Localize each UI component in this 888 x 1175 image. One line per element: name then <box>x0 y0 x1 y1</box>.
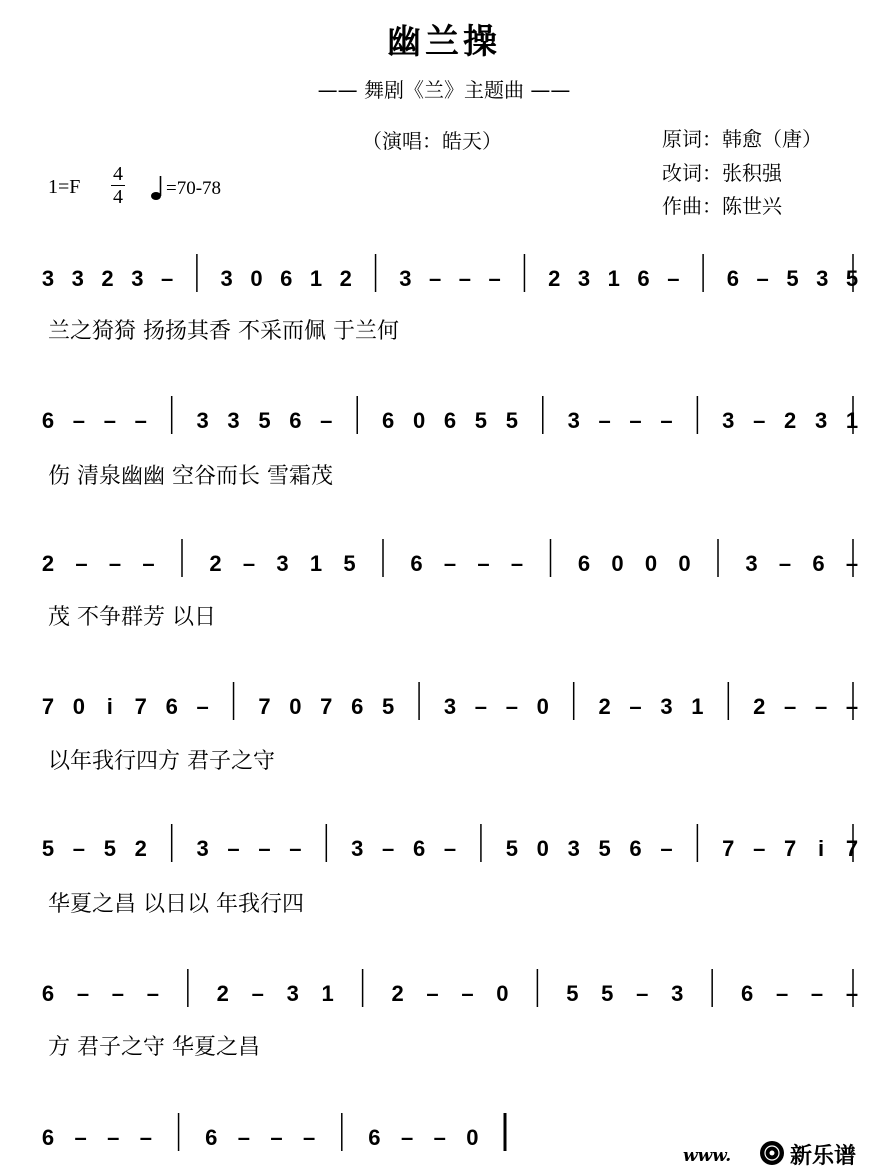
note: 6 <box>41 981 55 1006</box>
note: 6 <box>41 1125 55 1150</box>
composer-credit: 作曲：陈世兴 <box>662 194 782 218</box>
note: 2 <box>753 694 766 719</box>
note: 6 <box>205 1125 218 1150</box>
note: 0 <box>289 694 302 719</box>
lyric-line: 方 君子之守 华夏之昌 <box>48 1035 260 1060</box>
note: 3 <box>196 408 209 433</box>
note: – <box>443 836 457 861</box>
note: 5 <box>505 836 518 861</box>
note: – <box>72 408 86 433</box>
note: 3 <box>41 266 55 291</box>
note: – <box>753 836 766 861</box>
note: 6 <box>280 266 293 291</box>
note: i <box>106 694 113 719</box>
note: 2 <box>548 266 561 291</box>
note: 2 <box>339 266 352 291</box>
note: 0 <box>466 1125 479 1150</box>
note: – <box>72 836 86 861</box>
note: 6 <box>351 694 364 719</box>
note: 5 <box>566 981 579 1006</box>
note: 3 <box>577 266 591 291</box>
time-signature-bottom: 4 <box>113 186 123 208</box>
note: 5 <box>505 408 518 433</box>
note: i <box>818 836 825 861</box>
song-title: 幽兰操 <box>387 22 501 62</box>
note: 5 <box>601 981 614 1006</box>
note: 7 <box>258 694 271 719</box>
note: – <box>242 551 256 576</box>
note: – <box>303 1125 316 1150</box>
note: 0 <box>412 408 426 433</box>
watermark-url: www. <box>683 1146 732 1166</box>
note: 2 <box>41 551 55 576</box>
lyric-line: 茂 不争群芳 以日 <box>48 605 216 630</box>
note: – <box>400 1125 414 1150</box>
key-signature: 1=F <box>48 176 81 198</box>
song-subtitle: —— 舞剧《兰》主题曲 —— <box>317 78 571 102</box>
note: – <box>258 836 271 861</box>
note: – <box>289 836 302 861</box>
note: 6 <box>382 408 395 433</box>
note: – <box>814 694 828 719</box>
tempo-marking: =70-78 <box>166 178 222 199</box>
note: – <box>775 981 789 1006</box>
note: 3 <box>399 266 412 291</box>
note: – <box>629 694 642 719</box>
note: 0 <box>536 694 549 719</box>
note: – <box>505 694 518 719</box>
note: – <box>598 408 611 433</box>
note: 2 <box>216 981 229 1006</box>
note: – <box>443 551 457 576</box>
note: 3 <box>196 836 209 861</box>
note: 2 <box>134 836 147 861</box>
note: – <box>196 694 209 719</box>
note: – <box>667 266 680 291</box>
note: 1 <box>845 408 859 433</box>
note: 3 <box>722 408 735 433</box>
note: 2 <box>598 694 611 719</box>
note: – <box>474 694 488 719</box>
time-signature-top: 4 <box>113 163 123 185</box>
note: 6 <box>165 694 178 719</box>
note: 6 <box>629 836 642 861</box>
note: 0 <box>678 551 691 576</box>
note: 7 <box>845 836 859 861</box>
note: – <box>146 981 159 1006</box>
note: – <box>845 694 859 719</box>
note: 6 <box>443 408 457 433</box>
note: 3 <box>443 694 457 719</box>
note: 0 <box>496 981 509 1006</box>
note: 0 <box>250 266 263 291</box>
note: 3 <box>660 694 673 719</box>
note: 3 <box>276 551 289 576</box>
note: 7 <box>320 694 333 719</box>
note: 7 <box>41 694 55 719</box>
note: – <box>488 266 501 291</box>
note: – <box>160 266 174 291</box>
note: 3 <box>71 266 84 291</box>
note: 5 <box>382 694 395 719</box>
note: 2 <box>784 408 797 433</box>
note: 1 <box>607 266 620 291</box>
note: – <box>139 1125 153 1150</box>
lyric-line: 兰之猗猗 扬扬其香 不采而佩 于兰何 <box>48 319 399 344</box>
note: 6 <box>289 408 302 433</box>
note: – <box>103 408 116 433</box>
note: – <box>458 266 472 291</box>
note: – <box>107 1125 120 1150</box>
note: 3 <box>671 981 684 1006</box>
note: 5 <box>845 266 859 291</box>
note: – <box>778 551 792 576</box>
note: – <box>270 1125 283 1150</box>
adapter-credit: 改词：张积强 <box>662 161 782 185</box>
lyric-line: 华夏之昌 以日以 年我行四 <box>48 892 304 917</box>
record-logo-icon <box>759 1140 785 1166</box>
note: 6 <box>412 836 426 861</box>
note: – <box>660 408 673 433</box>
note: 6 <box>812 551 825 576</box>
note: 3 <box>227 408 240 433</box>
note: 5 <box>343 551 356 576</box>
lyric-line: 以年我行四方 君子之守 <box>48 749 275 774</box>
note: – <box>227 836 240 861</box>
note: – <box>510 551 524 576</box>
note: 0 <box>536 836 549 861</box>
note: 3 <box>220 266 233 291</box>
note: 1 <box>321 981 334 1006</box>
note: 5 <box>598 836 611 861</box>
note: – <box>142 551 155 576</box>
note: 3 <box>567 836 580 861</box>
note: 7 <box>134 694 147 719</box>
note: 5 <box>474 408 488 433</box>
note: – <box>461 981 474 1006</box>
note: – <box>108 551 122 576</box>
note: – <box>845 981 859 1006</box>
note: 5 <box>41 836 55 861</box>
note: – <box>753 408 766 433</box>
note: – <box>76 981 90 1006</box>
note: 3 <box>286 981 299 1006</box>
note: 6 <box>741 981 754 1006</box>
note: – <box>477 551 490 576</box>
watermark-brand: 新乐谱 <box>790 1144 857 1169</box>
note: 6 <box>41 408 55 433</box>
note: – <box>784 694 797 719</box>
note: 5 <box>786 266 799 291</box>
note: 1 <box>691 694 704 719</box>
note: 1 <box>309 551 323 576</box>
note: 3 <box>745 551 758 576</box>
note: – <box>251 981 264 1006</box>
note: 6 <box>726 266 740 291</box>
lyricist-credit: 原词：韩愈（唐） <box>662 127 822 151</box>
note: – <box>111 981 125 1006</box>
note: 2 <box>391 981 404 1006</box>
note: – <box>629 408 642 433</box>
note: 6 <box>637 266 650 291</box>
note: 5 <box>103 836 116 861</box>
note: 6 <box>410 551 423 576</box>
note: 3 <box>567 408 580 433</box>
note: 0 <box>72 694 86 719</box>
note: – <box>660 836 673 861</box>
note: 7 <box>784 836 797 861</box>
note: – <box>382 836 395 861</box>
note: – <box>74 1125 87 1150</box>
note: 5 <box>258 408 271 433</box>
note: 1 <box>309 266 323 291</box>
note: – <box>428 266 442 291</box>
note: 2 <box>101 266 114 291</box>
note: – <box>756 266 769 291</box>
note: – <box>845 551 859 576</box>
note: 3 <box>131 266 144 291</box>
note: 0 <box>611 551 624 576</box>
note: – <box>433 1125 446 1150</box>
note: 3 <box>816 266 829 291</box>
note: 0 <box>644 551 658 576</box>
note: 6 <box>577 551 591 576</box>
singer-credit: （演唱：皓天） <box>362 129 502 153</box>
note: – <box>810 981 824 1006</box>
note: – <box>636 981 649 1006</box>
score-lines <box>42 254 858 1151</box>
note: – <box>237 1125 250 1150</box>
note: 3 <box>814 408 828 433</box>
note: – <box>320 408 333 433</box>
note: 3 <box>351 836 364 861</box>
note: 7 <box>722 836 735 861</box>
note: 2 <box>209 551 222 576</box>
note: 6 <box>368 1125 381 1150</box>
note: – <box>75 551 88 576</box>
note: – <box>426 981 439 1006</box>
lyric-line: 伤 清泉幽幽 空谷而长 雪霜茂 <box>48 464 333 489</box>
note: – <box>134 408 147 433</box>
